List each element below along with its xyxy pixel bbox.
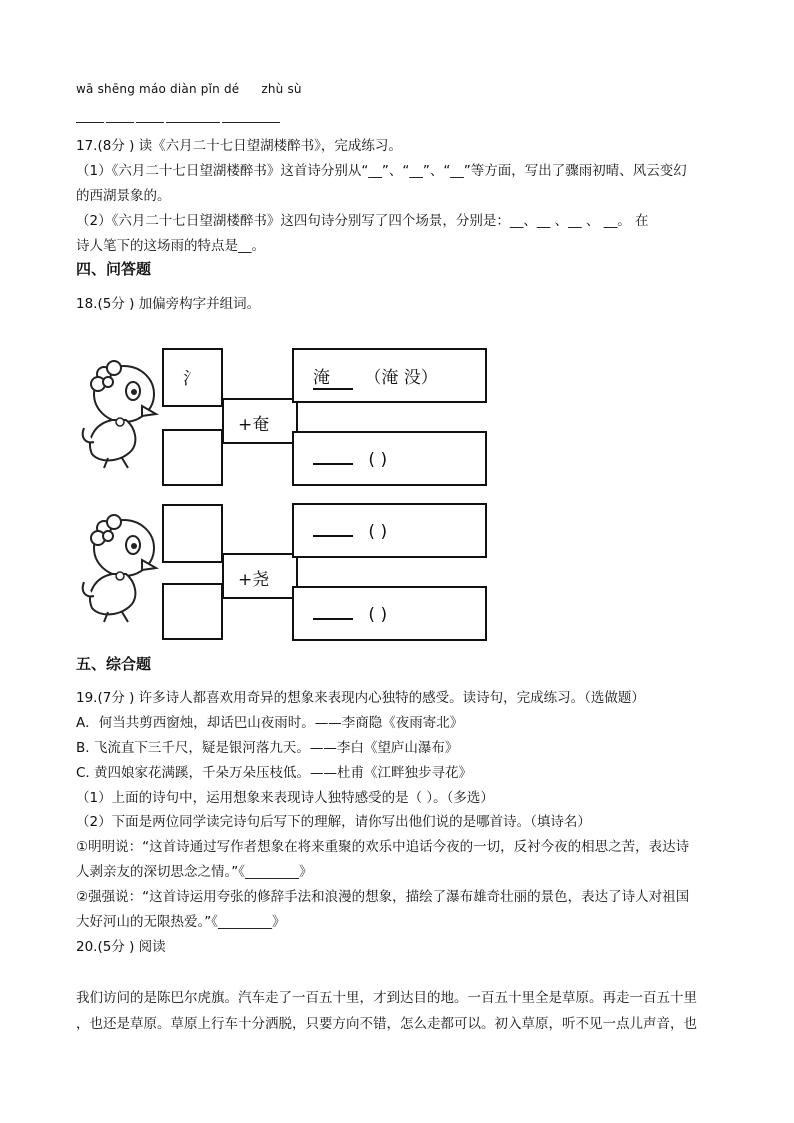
q20-paragraph-line2: ，也还是草原。草原上行车十分洒脱，只要方向不错，怎么走都可以。初入草原，听不见一点儿声音，也 — [76, 1016, 697, 1032]
q17-sub2-line1: （2）《六月二十七日望湖楼醉书》这四句诗分别写了四个场景，分别是：__、__ 、__ 、 __。 在 — [76, 213, 649, 229]
pinyin-part-1: wā shēng máo diàn pǐn dé — [76, 82, 240, 96]
q19-title: 19.(7分 ) 许多诗人都喜欢用奇异的想象来表现内心独特的感受。读诗句，完成练习。（选做题） — [76, 690, 645, 706]
q17-sub1-line2: 的西湖景象的。 — [76, 188, 171, 204]
q19-option-a: A．何当共剪西窗烛，却话巴山夜雨时。——李商隐《夜雨寄北》 — [76, 715, 464, 731]
radical-box-4[interactable] — [162, 583, 223, 640]
q19-sub1: （1）上面的诗句中，运用想象来表现诗人独特感受的是（ ）。（多选） — [76, 790, 494, 806]
answer-blank[interactable] — [313, 618, 353, 620]
q20-title: 20.(5分 ) 阅读 — [76, 939, 166, 955]
radical-char-1: 氵 — [183, 369, 200, 389]
component-char-2: +尧 — [238, 570, 270, 590]
q19-qiangqiang-line2: 大好河山的无限热爱。”《________》 — [76, 914, 286, 930]
q19-option-b: B. 飞流直下三千尺，疑是银河落九天。——李白《望庐山瀑布》 — [76, 740, 459, 756]
pinyin-part-2: zhù sù — [261, 82, 302, 96]
section-4-heading: 四、问答题 — [76, 260, 152, 278]
q17-title: 17.(8分 ) 读《六月二十七日望湖楼醉书》，完成练习。 — [76, 138, 402, 154]
q19-qiangqiang-line1: ②强强说：“这首诗运用夸张的修辞手法和浪漫的想象，描绘了瀑布雄奇壮丽的景色，表达了诗人对祖国 — [76, 889, 690, 905]
radical-box-2[interactable] — [162, 429, 223, 486]
chick-icon — [78, 512, 160, 624]
radical-box-3[interactable] — [162, 504, 223, 563]
word-answer-2 — [313, 450, 387, 470]
component-char-1: +奄 — [238, 415, 270, 435]
pinyin-answer-blanks[interactable] — [76, 122, 276, 123]
word-answer-1 — [313, 363, 438, 390]
pinyin-line — [76, 82, 302, 96]
section-5-heading: 五、综合题 — [76, 655, 152, 673]
formed-word-1: （淹 没） — [364, 368, 438, 388]
q19-option-c: C. 黄四娘家花满蹊，千朵万朵压枝低。——杜甫《江畔独步寻花》 — [76, 765, 473, 781]
answer-blank[interactable] — [313, 463, 353, 465]
paren-blank: ( ) — [368, 605, 388, 625]
answer-blank[interactable] — [313, 535, 353, 537]
q17-sub2-line2: 诗人笔下的这场雨的特点是__。 — [76, 238, 265, 254]
word-answer-4 — [313, 605, 387, 625]
q20-paragraph-line1: 我们访问的是陈巴尔虎旗。汽车走了一百五十里，才到达目的地。一百五十里全是草原。再走一百五十里 — [76, 990, 697, 1006]
paren-blank: ( ) — [368, 450, 388, 470]
formed-char-1: 淹 — [313, 363, 353, 390]
q19-sub2: （2）下面是两位同学读完诗句后写下的理解，请你写出他们说的是哪首诗。（填诗名） — [76, 814, 591, 830]
q19-mingming-line1: ①明明说：“这首诗通过写作者想象在将来重聚的欢乐中追话今夜的一切，反衬今夜的相思之苦，表达诗 — [76, 839, 690, 855]
q19-mingming-line2: 人剥亲友的深切思念之情。”《________》 — [76, 864, 313, 880]
word-answer-3 — [313, 522, 387, 542]
paren-blank: ( ) — [368, 522, 388, 542]
q17-sub1-line1: （1）《六月二十七日望湖楼醉书》这首诗分别从“__”、“__”、“__”等方面，写出了骤雨初晴、风云变幻 — [76, 163, 687, 179]
q18-title: 18.(5分 ) 加偏旁构字并组词。 — [76, 296, 261, 312]
chick-icon — [78, 358, 160, 470]
